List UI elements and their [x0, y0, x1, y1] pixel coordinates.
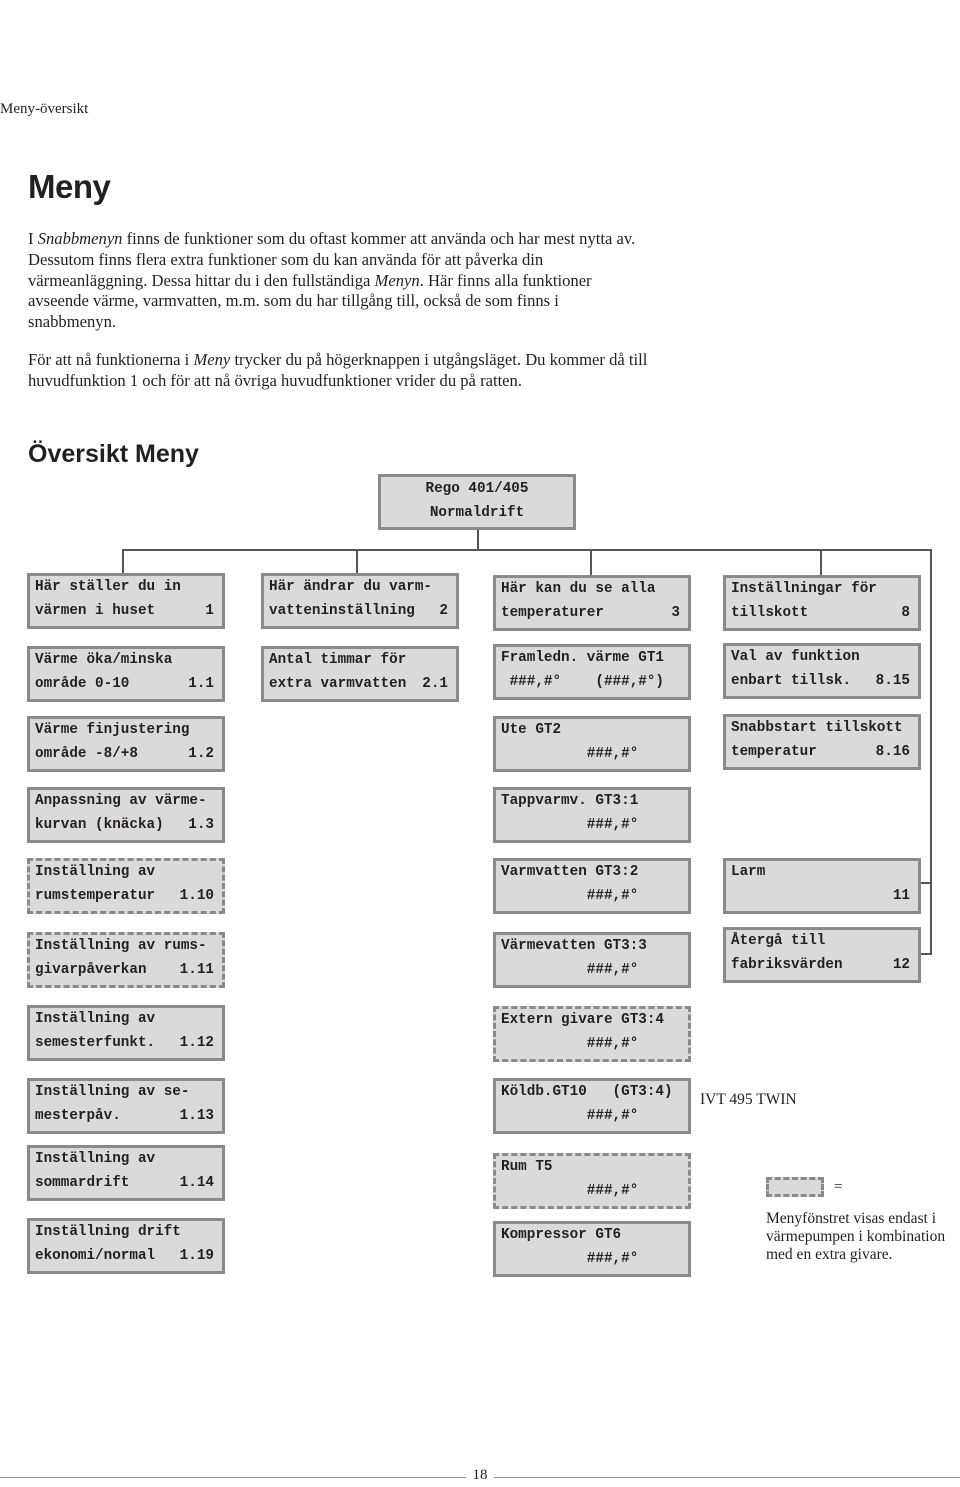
menu-box-1-12 [27, 1005, 225, 1061]
menu-box-1-3 [27, 787, 225, 843]
legend-text: Menyfönstret visas endast i värmepumpen i kombination med en extra givare. [766, 1210, 946, 1263]
box-number: 1.2 [188, 746, 214, 762]
connector-line [930, 549, 932, 954]
intro-emphasis: Meny [193, 350, 231, 369]
box-line-1: Val av funktion [731, 649, 860, 665]
box-line-2: extra varmvatten [269, 676, 407, 692]
box-number: 1.19 [179, 1248, 214, 1264]
page-number: 18 [466, 1467, 494, 1484]
root-menu-box [378, 474, 576, 530]
intro-emphasis: Snabbmenyn [37, 229, 123, 248]
box-line-2: värmen i huset [35, 603, 156, 619]
box-line-1: Här ändrar du varm- [269, 579, 433, 595]
box-line-2: vatteninställning [269, 603, 415, 619]
menu-box-ute [493, 716, 691, 772]
box-line-1: Snabbstart tillskott [731, 720, 903, 736]
menu-box-3 [493, 575, 691, 631]
box-line-2: rumstemperatur [35, 888, 156, 904]
legend-equals: = [834, 1179, 843, 1195]
box-number: 3 [671, 605, 680, 621]
box-line-1: Antal timmar för [269, 652, 407, 668]
box-line-1: Rum T5 [501, 1159, 553, 1175]
menu-box-1-1 [27, 646, 225, 702]
menu-box-2-1 [261, 646, 459, 702]
box-line-2: givarpåverkan [35, 962, 147, 978]
box-line-2: ###,#° [501, 1108, 639, 1124]
menu-box-koldb [493, 1078, 691, 1134]
box-line-1: Ute GT2 [501, 722, 562, 738]
intro-paragraph-2 [28, 350, 648, 392]
intro-text: . Här finns alla funktioner avseende värme, varmvatten, m.m. som du har tillgång till, också de som finns i snabbmenyn. [28, 270, 592, 332]
intro-text: trycker du på högerknappen i utgångsläget. Du kommer då till huvudfunktion 1 och för att nå övriga huvudfunktioner vrider du på ratten. [28, 350, 648, 390]
box-line-2: ###,#° [501, 1183, 639, 1199]
box-line-2: ###,#° [501, 962, 639, 978]
box-line-1: Inställning av se- [35, 1084, 190, 1100]
box-line-2: område 0-10 [35, 676, 130, 692]
menu-box-2 [261, 573, 459, 629]
box-number: 1.11 [179, 962, 214, 978]
connector-line [930, 882, 932, 884]
menu-box-framledning [493, 644, 691, 700]
intro-emphasis: Menyn [374, 270, 420, 290]
menu-box-1-13 [27, 1078, 225, 1134]
menu-box-1-11 [27, 932, 225, 988]
box-number: 11 [892, 888, 910, 904]
menu-box-1-19 [27, 1218, 225, 1274]
box-line-2: tillskott [731, 605, 809, 621]
overview-title: Översikt Meny [28, 440, 199, 468]
menu-box-1 [27, 573, 225, 629]
box-line-1: Tappvarmv. GT3:1 [501, 793, 639, 809]
intro-text: finns de funktioner som du oftast kommer att använda och har mest nytta av. Dessutom finns flera extra funktioner som du kan använda för att påverka din värmeanläggning. Dessa hittar du i den fullständiga [28, 229, 636, 290]
menu-box-11 [723, 858, 921, 914]
menu-box-tappvarmv [493, 787, 691, 843]
box-line-2: område -8/+8 [35, 746, 138, 762]
menu-box-8-16 [723, 714, 921, 770]
box-number: 1.3 [188, 817, 214, 833]
root-line-1: Rego 401/405 [425, 481, 529, 497]
box-line-1: Här ställer du in [35, 579, 181, 595]
box-line-1: Framledn. värme GT1 [501, 650, 665, 666]
menu-box-kompressor [493, 1221, 691, 1277]
page-title: Meny [28, 168, 111, 205]
box-line-2: ###,#° [501, 888, 639, 904]
box-line-1: Inställning av rums- [35, 938, 207, 954]
legend-dashed-swatch [766, 1177, 824, 1197]
box-line-1: Inställning av [35, 1151, 156, 1167]
connector-line [477, 528, 479, 550]
menu-box-1-14 [27, 1145, 225, 1201]
box-number: 8.15 [875, 673, 910, 689]
model-note: IVT 495 TWIN [700, 1091, 797, 1108]
box-line-2: temperaturer [501, 605, 604, 621]
connector-line [122, 549, 124, 575]
box-line-1: Larm [731, 864, 766, 880]
box-number: 1.1 [188, 676, 214, 692]
box-line-1: Anpassning av värme- [35, 793, 207, 809]
box-number: 1.13 [179, 1108, 214, 1124]
connector-line [590, 549, 592, 575]
connector-line [122, 549, 932, 551]
intro-text: För att nå funktionerna i [28, 350, 194, 369]
box-line-1: Extern givare GT3:4 [501, 1012, 665, 1028]
box-line-1: Inställning av [35, 1011, 156, 1027]
box-number: 12 [892, 957, 910, 973]
box-number: 1.14 [179, 1175, 214, 1191]
box-line-2: temperatur [731, 744, 817, 760]
box-number: 8.16 [875, 744, 910, 760]
box-number: 8 [901, 605, 910, 621]
box-line-2: mesterpåv. [35, 1108, 121, 1124]
menu-box-8-15 [723, 643, 921, 699]
box-line-1: Värme finjustering [35, 722, 190, 738]
box-line-1: Här kan du se alla [501, 581, 656, 597]
box-line-2: ekonomi/normal [35, 1248, 156, 1264]
box-line-2: sommardrift [35, 1175, 130, 1191]
menu-box-12 [723, 927, 921, 983]
menu-box-8 [723, 575, 921, 631]
box-number: 1 [205, 603, 214, 619]
box-line-1: Återgå till [731, 933, 826, 949]
menu-box-1-10 [27, 858, 225, 914]
box-line-2: ###,#° [501, 817, 639, 833]
menu-box-extern-givare [493, 1006, 691, 1062]
box-line-2: semesterfunkt. [35, 1035, 156, 1051]
box-number: 1.12 [179, 1035, 214, 1051]
menu-box-rum-t5 [493, 1153, 691, 1209]
intro-text: I [28, 229, 38, 248]
box-line-1: Kompressor GT6 [501, 1227, 622, 1243]
box-line-2: enbart tillsk. [731, 673, 852, 689]
box-line-1: Köldb.GT10 (GT3:4) [501, 1084, 673, 1100]
intro-paragraph-1 [28, 229, 648, 333]
box-line-1: Värmevatten GT3:3 [501, 938, 647, 954]
box-line-2: ###,#° [501, 746, 639, 762]
box-line-1: Inställning drift [35, 1224, 181, 1240]
connector-line [356, 549, 358, 575]
box-line-1: Varmvatten GT3:2 [501, 864, 639, 880]
box-line-2: ###,#° [501, 1251, 639, 1267]
box-line-2: ###,#° [501, 1036, 639, 1052]
box-line-2: fabriksvärden [731, 957, 843, 973]
box-line-1: Värme öka/minska [35, 652, 173, 668]
menu-box-varmevatten [493, 932, 691, 988]
menu-box-varmvatten [493, 858, 691, 914]
box-number: 2 [439, 603, 448, 619]
menu-box-1-2 [27, 716, 225, 772]
box-line-1: Inställningar för [731, 581, 877, 597]
section-label: Meny-översikt [0, 101, 89, 117]
box-number: 2.1 [422, 676, 448, 692]
box-line-2: kurvan (knäcka) [35, 817, 164, 833]
connector-line [820, 549, 822, 575]
box-number: 1.10 [179, 888, 214, 904]
box-line-1: Inställning av [35, 864, 156, 880]
box-line-2: ###,#° (###,#°) [501, 674, 665, 690]
root-line-2: Normaldrift [429, 505, 525, 521]
